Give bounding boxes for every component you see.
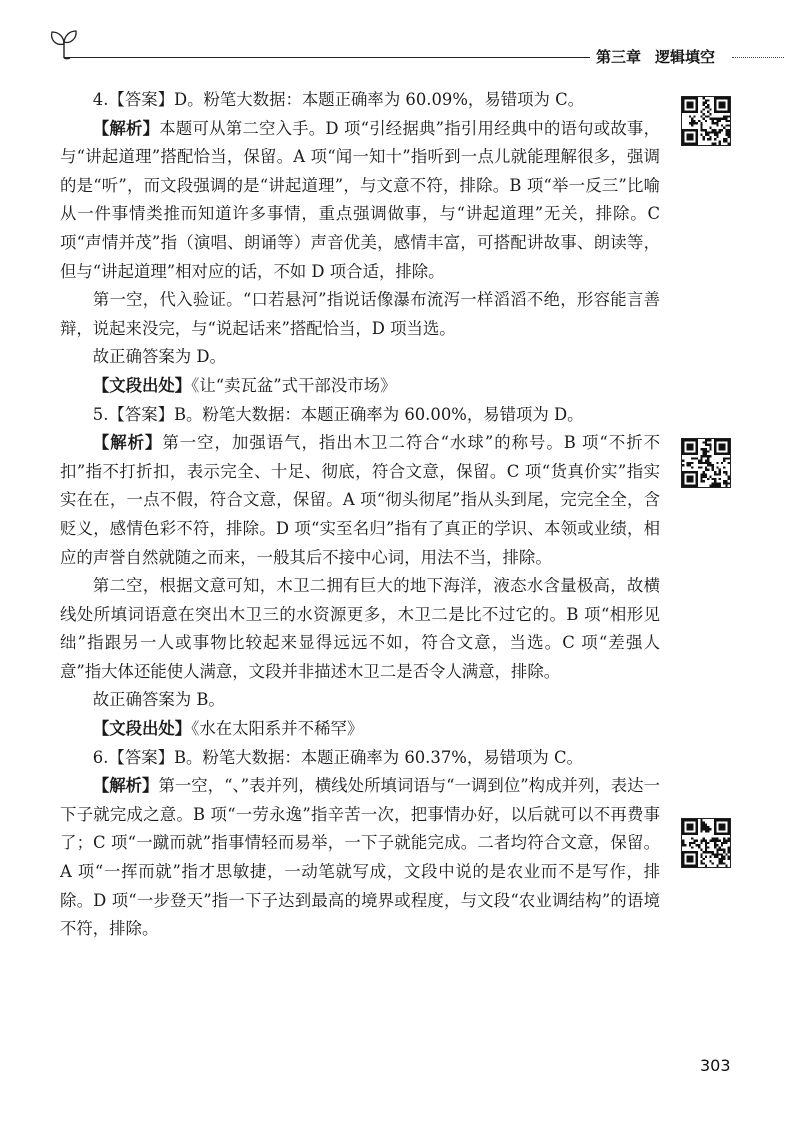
header-dotted-rule (732, 57, 784, 58)
section-title: 逻辑填空 (655, 48, 716, 66)
analysis-4-blank-1 (60, 286, 660, 343)
answer-4 (60, 86, 660, 115)
paragraph-text: 第二空，根据文意可知，木卫二拥有巨大的地下海洋，液态水含量极高，故横线处所填词语意在突出木卫三的水资源更多，木卫二是比不过它的。B 项“相形见绌”指跟另一人或事物比较起来显得远远不如，符合文意，当选。C 项“差强人意”指大体还能使人满意，文段并非描述木卫二是否令人满意，排除。 (60, 576, 660, 681)
paragraph-text: 第一空，代入验证。“口若悬河”指说话像瀑布流泻一样滔滔不绝，形容能言善辩，说起来没完，与“说起话来”搭配恰当，D 项当选。 (60, 290, 660, 338)
conclusion-4 (60, 343, 660, 372)
conclusion-5 (60, 686, 660, 715)
analysis-6 (60, 772, 660, 944)
answer-6 (60, 744, 660, 773)
source-label: 【文段出处】 (92, 719, 192, 739)
paragraph-text: 第一空，加强语气，指出木卫二符合“水球”的称号。B 项“不折不扣”指不打折扣，表示完全、十足、彻底，符合文意，保留。C 项“货真价实”指实实在在，一点不假，符合文意，保留。A 项“彻头彻尾”指从头到尾，完完全全，含贬义，感情色彩不符，排除。D 项“实至名归”指有了真正的学识、本领或业绩，相应的声誉自然就随之而来，一般其后不接中心词，用法不当，排除。 (60, 433, 660, 567)
page-header (0, 0, 800, 80)
paragraph-text: 第一空，“、”表并列，横线处所填词语与“一调到位”构成并列，表达一下子就完成之意。B 项“一劳永逸”指辛苦一次，把事情办好，以后就可以不再费事了；C 项“一蹴而就”指事情轻而易举，一下子就能完成。二者均符合文意，保留。A 项“一挥而就”指才思敏捷，一动笔就写成，文段中说的是农业而不是写作，排除。D 项“一步登天”指一下子达到最高的境界或程度，与文段“农业调结构”的语境不符，排除。 (60, 776, 660, 939)
answer-explanations (60, 86, 660, 944)
paragraph-text: 故正确答案为 D。 (92, 347, 226, 367)
header-rule (64, 57, 590, 58)
analysis-label: 【解析】 (92, 776, 159, 796)
leaf-sprout-icon (44, 26, 84, 66)
paragraph-text: 《水在太阳系并不稀罕》 (191, 719, 364, 739)
analysis-5 (60, 429, 660, 572)
analysis-4 (60, 115, 660, 287)
source-5 (60, 715, 660, 744)
paragraph-text: 本题可从第二空入手。D 项“引经据典”指引用经典中的语句或故事，与“讲起道理”搭配恰当，保留。A 项“闻一知十”指听到一点儿就能理解很多，强调的是“听”，而文段强调的是“讲起道理”，与文意不符，排除。B 项“举一反三”比喻从一件事情类推而知道许多事情，重点强调做事，与“讲起道理”无关，排除。C 项“声情并茂”指（演唱、朗诵等）声音优美，感情丰富，可搭配讲故事、朗读等，但与“讲起道理”相对应的话，不如 D 项合适，排除。 (60, 118, 661, 281)
paragraph-text: 4.【答案】D。粉笔大数据：本题正确率为 60.09%，易错项为 C。 (92, 90, 585, 109)
analysis-label: 【解析】 (92, 118, 160, 138)
source-4 (60, 372, 660, 401)
chapter-number: 第三章 (596, 48, 642, 66)
qr-code-icon (681, 96, 731, 146)
chapter-title (596, 46, 715, 67)
qr-code-icon (681, 438, 731, 488)
source-label: 【文段出处】 (92, 375, 192, 395)
paragraph-text: 6.【答案】B。粉笔大数据：本题正确率为 60.37%，易错项为 C。 (92, 747, 583, 767)
page-number: 303 (700, 1056, 731, 1075)
answer-5 (60, 401, 660, 430)
analysis-5-blank-2 (60, 572, 660, 686)
qr-code-icon (681, 818, 731, 868)
paragraph-text: 故正确答案为 B。 (92, 690, 225, 710)
paragraph-text: 《让“卖瓦盆”式干部没市场》 (191, 375, 397, 395)
analysis-label: 【解析】 (92, 433, 163, 453)
paragraph-text: 5.【答案】B。粉笔大数据：本题正确率为 60.00%，易错项为 D。 (92, 404, 584, 424)
